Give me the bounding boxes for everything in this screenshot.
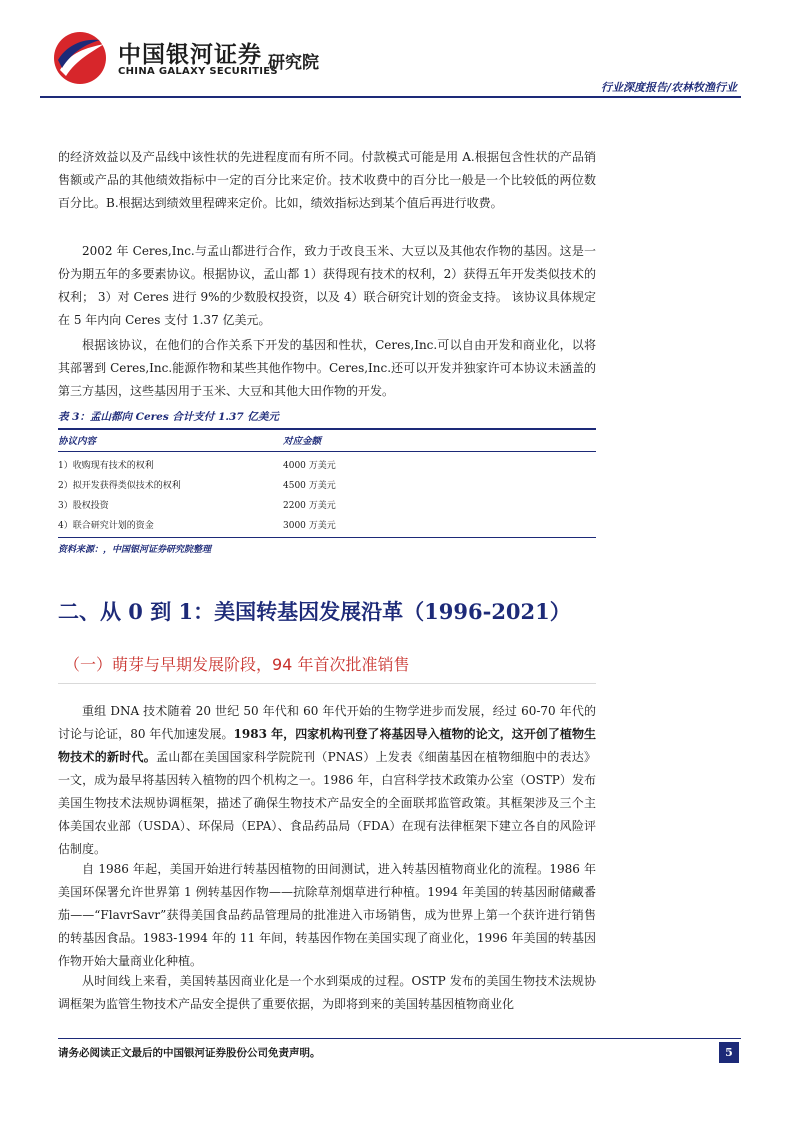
footer-disclaimer: 请务必阅读正文最后的中国银河证券股份公司免责声明。 [58,1047,321,1059]
section-heading: 二、从 0 到 1：美国转基因发展沿革（1996-2021） [58,599,571,624]
table-header-content: 协议内容 [58,436,97,447]
paragraph-dna-history-highlight: 1983 年，四家机构刊登了将基因导入植物的论文，这开创了植物生物技术的新时代。 [58,727,596,764]
table-header-amount: 对应金额 [283,436,322,447]
table-cell: 4）联合研究计划的资金 [58,521,154,531]
header-divider [40,96,741,98]
subsection-heading: （一）萌芽与早期发展阶段，94 年首次批准销售 [64,655,410,674]
table-cell: 2）拟开发获得类似技术的权利 [58,481,181,491]
paragraph-payment-model: 的经济效益以及产品线中该性状的先进程度而有所不同。付款模式可能是用 A.根据包含性状的产品销售额或产品的其他绩效指标中一定的百分比来定价。技术收费中的百分比一般是一个比较低的两位数百分比。B.根据达到绩效里程碑来定价。比如，绩效指标达到某个值后再进行收费。 [58,150,596,210]
table-cell: 4000 万美元 [283,461,336,471]
subsection-divider [58,683,596,684]
table-cell: 2200 万美元 [283,501,336,511]
page-number: 5 [719,1042,739,1063]
industry-tag: 行业深度报告/农林牧渔行业 [600,81,737,94]
table-title: 表 3：孟山都向 Ceres 合计支付 1.37 亿美元 [58,411,279,423]
table-bottom-rule [58,537,596,538]
table-header-rule [58,451,596,452]
paragraph-ceres-rights: 根据该协议，在他们的合作关系下开发的基因和性状，Ceres,Inc.可以自由开发和商业化，以将其部署到 Ceres,Inc.能源作物和某些其他作物中。Ceres,Inc.还可以开发并独家许可本协议未涵盖的第三方基因，这些基因用于玉米、大豆和其他大田作物的开发。 [58,338,596,398]
table-cell: 3000 万美元 [283,521,336,531]
table-cell: 1）收购现有技术的权利 [58,461,154,471]
footer-divider [58,1038,741,1039]
paragraph-timeline: 从时间线上来看，美国转基因商业化是一个水到渠成的过程。OSTP 发布的美国生物技术法规协调框架为监管生物技术产品安全提供了重要依据，为即将到来的美国转基因植物商业化 [58,974,596,1011]
table-cell: 3）股权投资 [58,501,109,511]
brand-institute: 研究院 [268,53,319,73]
paragraph-ceres-agreement: 2002 年 Ceres,Inc.与孟山都进行合作，致力于改良玉米、大豆以及其他农作物的基因。这是一份为期五年的多要素协议。根据协议，孟山都 1）获得现有技术的权利，2）获得五年开发类似技术的权利； 3）对 Ceres 进行 9%的少数股权投资，以及 4）联合研究计划的资金支持。 该协议具体规定在 5 年内向 Ceres 支付 1.37 亿美元。 [58,244,596,327]
paragraph-field-testing: 自 1986 年起，美国开始进行转基因植物的田间测试，进入转基因植物商业化的流程。1986 年美国环保署允许世界第 1 例转基因作物——抗除草剂烟草进行种植。1994 年美国的转基因耐储藏番茄——“FlavrSavr”获得美国食品药品管理局的批准进入市场销售，成为世界上第一个获许进行销售的转基因食品。1983-1994 年的 11 年间，转基因作物在美国实现了商业化，1996 年美国的转基因作物开始大量商业化种植。 [58,862,596,968]
brand-name-en: CHINA GALAXY SECURITIES [118,66,278,77]
paragraph-dna-history [58,700,596,861]
table-source: 资料来源：，中国银河证券研究院整理 [58,545,212,555]
table-cell: 4500 万美元 [283,481,336,491]
brand-name-cn: 中国银河证券 [118,42,262,68]
table-top-rule [58,428,596,430]
paragraph-dna-history-a: 重组 DNA 技术随着 20 世纪 50 年代和 60 年代开始的生物学进步而发展，经过 60-70 年代的讨论与论证，80 年代加速发展。 [58,704,596,741]
galaxy-logo-icon [52,30,108,86]
paragraph-dna-history-c: 孟山都在美国国家科学院院刊（PNAS）上发表《细菌基因在植物细胞中的表达》一文，成为最早将基因转入植物的四个机构之一。1986 年，白宫科学技术政策办公室（OSTP）发布美国生物技术法规协调框架，描述了确保生物技术产品安全的全面联邦监管政策。其框架涉及三个主体美国农业部（USDA）、环保局（EPA）、食品药品局（FDA）在现有法律框架下建立各自的风险评估制度。 [58,750,596,856]
